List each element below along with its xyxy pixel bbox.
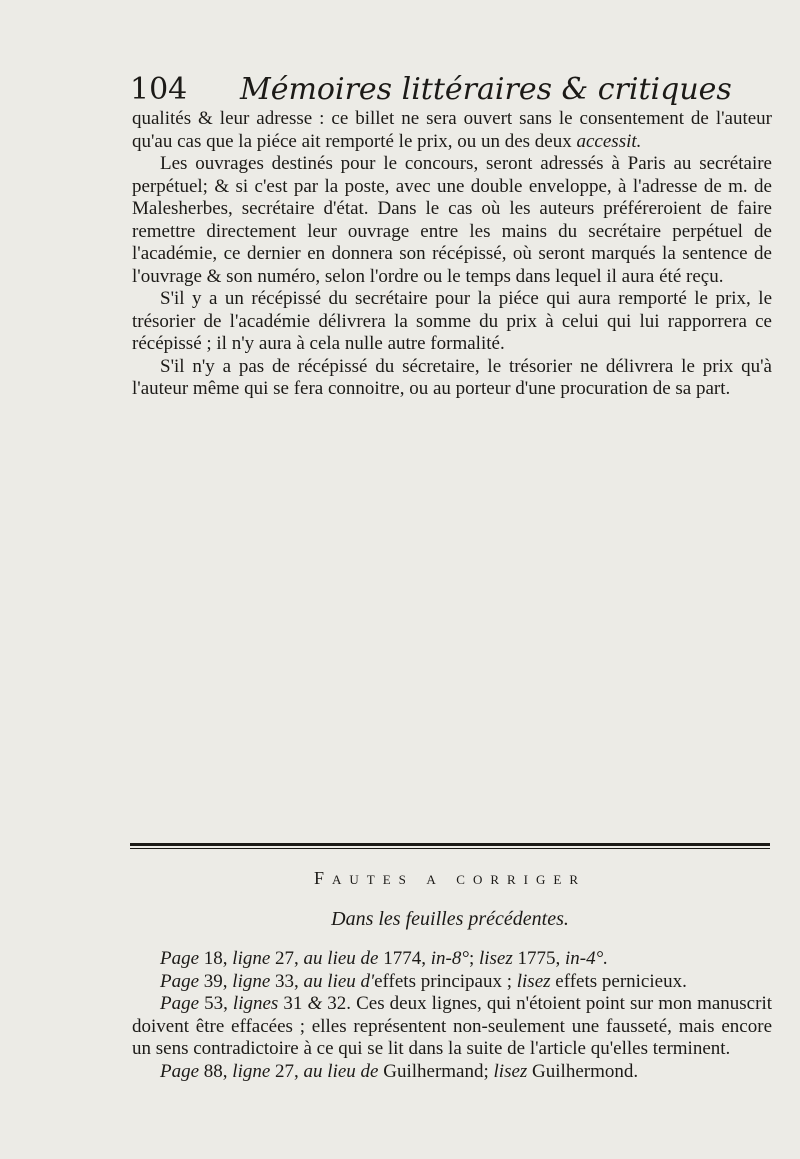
italic-run: ligne bbox=[232, 1060, 271, 1082]
text-run: 33, bbox=[270, 970, 304, 992]
errata-subheading: Dans les feuilles précédentes. bbox=[331, 908, 569, 930]
text-run: 32. Ces deux lignes, qui n'étoient point sur mon manuscrit doivent être effacées ; elles représentent non-seulement une fausseté, mais encore un sens contradictoire à ce qui se lit dans la suite de l'article qu'elles terminent. bbox=[132, 993, 773, 1059]
page-number: 104 bbox=[130, 72, 188, 107]
text-run: effets principaux ; bbox=[374, 970, 517, 992]
italic-run: au lieu de bbox=[303, 948, 379, 969]
text-run: 1774, bbox=[378, 948, 431, 969]
errata-entry bbox=[132, 993, 772, 1061]
italic-run: lisez bbox=[478, 948, 513, 969]
text-run: 53, bbox=[199, 993, 233, 1014]
text-run: 31 bbox=[278, 993, 308, 1014]
text-run: qualités & leur adresse : ce billet ne sera ouvert sans le consentement de l'auteur qu'au cas que la piéce ait remporté le prix, ou un des deux bbox=[132, 108, 772, 152]
errata-entry bbox=[132, 948, 772, 971]
text-run: effets pernicieux. bbox=[550, 970, 687, 992]
italic-run: in-4°. bbox=[565, 948, 608, 969]
italic-run: & bbox=[307, 993, 323, 1014]
italic-run: accessit. bbox=[576, 130, 642, 152]
italic-run: ligne bbox=[232, 970, 271, 992]
italic-run: au lieu d' bbox=[303, 970, 375, 992]
paragraph bbox=[132, 288, 772, 356]
italic-run: Page bbox=[160, 993, 200, 1014]
text-run: 18, bbox=[199, 948, 233, 969]
italic-run: ligne bbox=[232, 948, 271, 969]
italic-run: lignes bbox=[232, 993, 279, 1014]
italic-run: lisez bbox=[516, 970, 551, 992]
text-run: S'il y a un récépissé du secrétaire pour la piéce qui aura remporté le prix, le trésorier de l'académie délivrera la somme du prix à celui qui lui rapporrera ce récépissé ; il n'y aura à cela nulle autre formalité. bbox=[132, 288, 772, 354]
paragraph bbox=[132, 108, 772, 153]
text-run: Guilhermond. bbox=[527, 1060, 639, 1082]
text-run: ; bbox=[468, 948, 479, 969]
text-run: 88, bbox=[199, 1060, 233, 1082]
italic-run: au lieu de bbox=[303, 1060, 379, 1082]
text-run: Guilhermand; bbox=[378, 1060, 494, 1082]
text-run: S'il n'y a pas de récépissé du sécretaire, le trésorier ne délivrera le prix qu'à l'auteur même qui se fera connoitre, ou au porteur d'une procuration de sa part. bbox=[132, 355, 772, 399]
errata-entry bbox=[132, 971, 772, 994]
running-header bbox=[130, 70, 770, 110]
italic-run: Page bbox=[160, 1060, 200, 1082]
paragraph bbox=[132, 153, 772, 288]
italic-run: in-8° bbox=[430, 948, 469, 969]
text-run: 27, bbox=[270, 1060, 304, 1082]
italic-run: Page bbox=[160, 970, 200, 992]
italic-run: Page bbox=[160, 948, 200, 969]
text-run: 27, bbox=[270, 948, 304, 969]
errata-list bbox=[132, 948, 772, 1083]
section-divider bbox=[130, 843, 770, 846]
text-run: 39, bbox=[199, 970, 233, 992]
body-text bbox=[132, 108, 772, 401]
paragraph bbox=[132, 356, 772, 401]
italic-run: lisez bbox=[493, 1060, 528, 1082]
text-run: 1775, bbox=[512, 948, 566, 969]
running-title: Mémoires littéraires & critiques bbox=[240, 72, 732, 107]
errata-entry bbox=[132, 1061, 772, 1084]
text-run: Les ouvrages destinés pour le concours, seront adressés à Paris au secrétaire perpétuel; & si c'est par la poste, avec une double enveloppe, à l'adresse de m. de Malesherbes, secrétaire d'état. Dans le cas où les auteurs préféreroient de faire remettre directement leur ouvrage entre les mains du secrétaire perpétuel de l'académie, ce dernier en donnera son récépissé, où seront marqués la sentence de l'ouvrage & son numéro, selon l'ordre ou le temps dans lequel il aura été reçu. bbox=[132, 153, 772, 287]
errata-heading: Fautes a corriger bbox=[313, 868, 587, 888]
